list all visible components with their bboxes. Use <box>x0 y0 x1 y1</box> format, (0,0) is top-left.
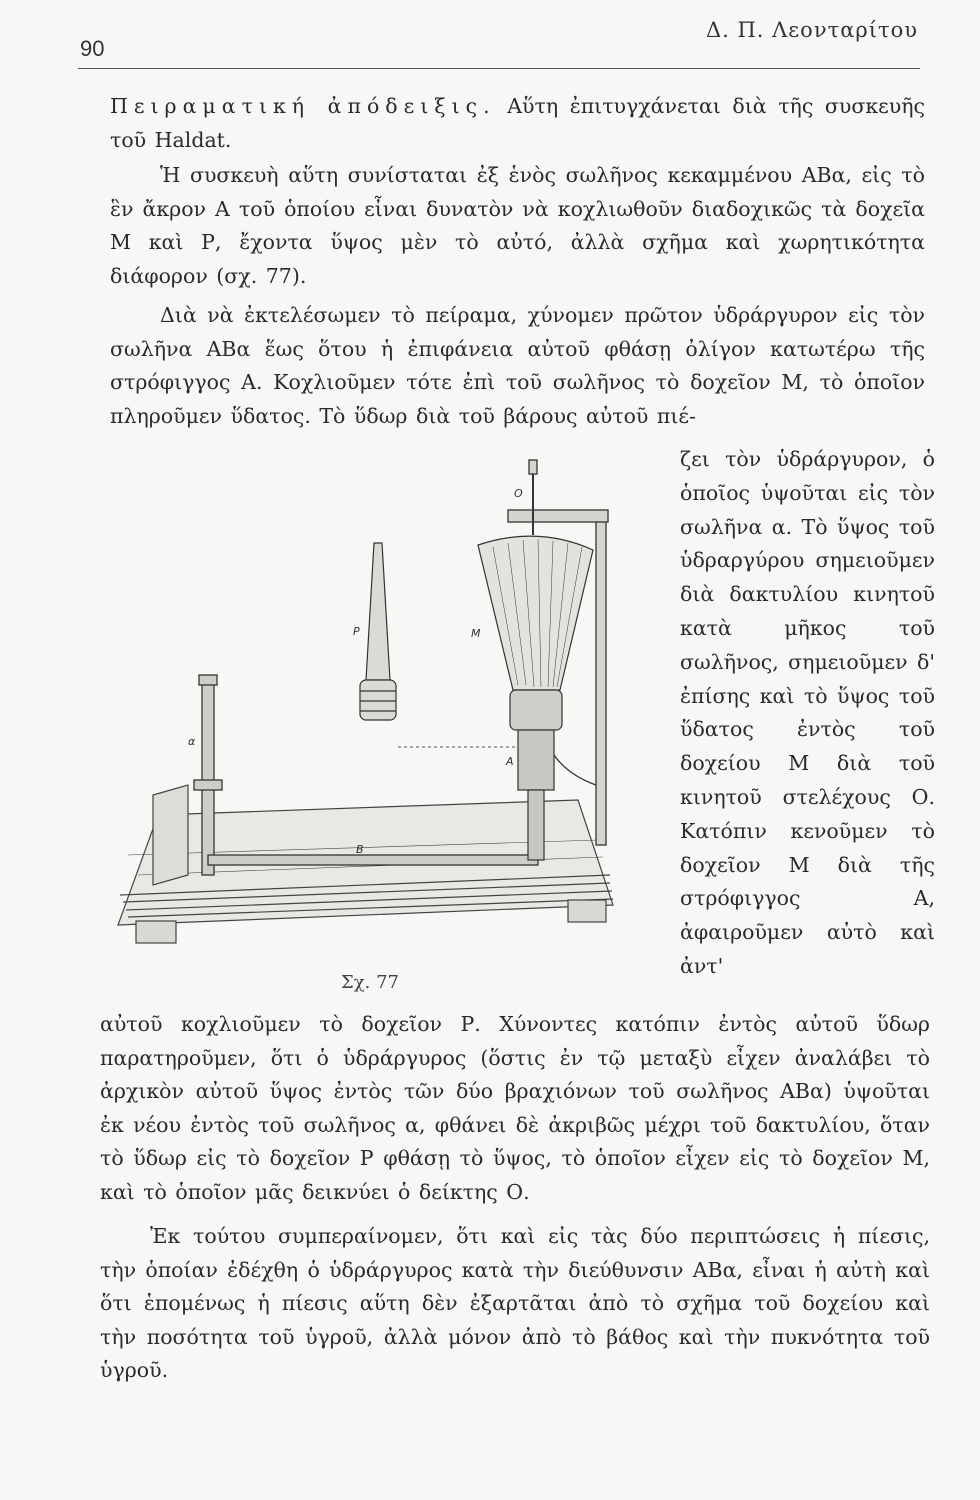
left-block <box>153 785 188 885</box>
paragraph-6: Ἐκ τούτου συμπεραίνομεν, ὅτι καὶ εἰς τὰς δύο περιπτώσεις ἡ πίεσις, τὴν ὁποίαν ἐδέχθη ὁ ὑδράργυρος κατὰ τὴν διεύθυνσιν ΑΒα, εἶναι ἡ αὐτὴ καὶ ὅτι ἑπομένως ἡ πίεσις αὕτη δὲν ἐξαρτᾶται ἀπὸ τὸ σχῆμα τοῦ δοχείου καὶ τὴν ποσότητα τοῦ ὑγροῦ, ἀλλὰ μόνον ἀπὸ τὸ βάθος καὶ τὴν πυκνότητα τοῦ ὑγροῦ. <box>100 1224 930 1382</box>
paragraph-1-text: Αὕτη ἐπιτυγχάνεται διὰ τῆς συσκευῆς τοῦ Haldat. <box>110 94 925 152</box>
label-alpha: α <box>188 735 196 748</box>
paragraph-1 <box>110 90 925 157</box>
label-a: A <box>506 755 514 768</box>
tube-b <box>208 855 538 865</box>
page-number: 90 <box>80 36 105 61</box>
paragraph-2: Ἡ συσκευὴ αὕτη συνίσταται ἐξ ἑνὸς σωλῆνος κεκαμμένου ΑΒα, εἰς τὸ ἓν ἄκρον Α τοῦ ὁποίου εἶναι δυνατὸν νὰ κοχλιωθοῦν διαδοχικῶς τὰ δοχεῖα Μ καὶ Ρ, ἔχοντα ὕψος μὲν τὸ αὐτό, ἀλλὰ σχῆμα καὶ χωρητικότητα διάφορον (σχ. 77). <box>110 163 925 288</box>
running-head: Δ. Π. Λεονταρίτου <box>705 18 918 42</box>
paragraph-4-side: ζει τὸν ὑδράργυρον, ὁ ὁποῖος ὑψοῦται εἰς τὸν σωλῆνα α. Τὸ ὕψος τοῦ ὑδραργύρου σημειοῦμεν διὰ δακτυλίου κινητοῦ κατὰ μῆκος τοῦ σωλῆνος, σημειοῦμεν δ' ἐπίσης καὶ τὸ ὕψος τοῦ ὕδατος ἐντὸς τοῦ δοχείου Μ διὰ τοῦ κινητοῦ στελέχους Ο. Κατόπιν κενοῦμεν τὸ δοχεῖον Μ διὰ τῆς στρόφιγγος Α, ἀφαιροῦμεν αὐτὸ καὶ ἀντ' <box>680 447 935 978</box>
label-b: B <box>356 843 364 856</box>
paragraph-5: αὐτοῦ κοχλιοῦμεν τὸ δοχεῖον Ρ. Χύνοντες κατόπιν ἐντὸς αὐτοῦ ὕδωρ παρατηροῦμεν, ὅτι ὁ ὑδράργυρος (ὅστις ἐν τῷ μεταξὺ εἶχεν ἀναλάβει τὸ ἀρχικὸν αὐτοῦ ὕψος ἐντὸς τῶν δύο βραχιόνων τοῦ σωλῆνος ΑΒα) ὑψοῦται ἐκ νέου ἐντὸς τοῦ σωλῆνος α, φθάνει δὲ ἀκριβῶς μέχρι τοῦ δακτυλίου, ὅταν τὸ ὕδωρ εἰς τὸ δοχεῖον Ρ φθάσῃ τὸ ὕψος, τὸ ὁποῖον εἶχεν εἰς τὸ δοχεῖον Μ, καὶ τὸ ὁποῖον μᾶς δεικνύει ὁ δείκτης Ο. <box>100 1012 930 1204</box>
header-rule <box>78 68 920 69</box>
label-m: M <box>471 627 481 640</box>
vessel-p <box>360 543 396 720</box>
apparatus-illustration <box>98 455 668 955</box>
label-o: O <box>514 487 523 500</box>
figure-haldat-apparatus <box>98 455 668 955</box>
paragraph-3: Διὰ νὰ ἐκτελέσωμεν τὸ πείραμα, χύνομεν πρῶτον ὑδράργυρον εἰς τὸν σωλῆνα ΑΒα ἕως ὅτου ἡ ἐπιφάνεια αὐτοῦ φθάσῃ ὀλίγον κατωτέρω τῆς στρόφιγγος Α. Κοχλιοῦμεν τότε ἐπὶ τοῦ σωλῆνος τὸ δοχεῖον Μ, τὸ ὁποῖον πληροῦμεν ὕδατος. Τὸ ὕδωρ διὰ τοῦ βάρους αὐτοῦ πιέ- <box>110 303 925 428</box>
section-heading: Πειραματική ἀπόδειξις. <box>110 94 496 118</box>
figure-caption: Σχ. 77 <box>341 972 399 993</box>
label-p: P <box>353 625 360 638</box>
